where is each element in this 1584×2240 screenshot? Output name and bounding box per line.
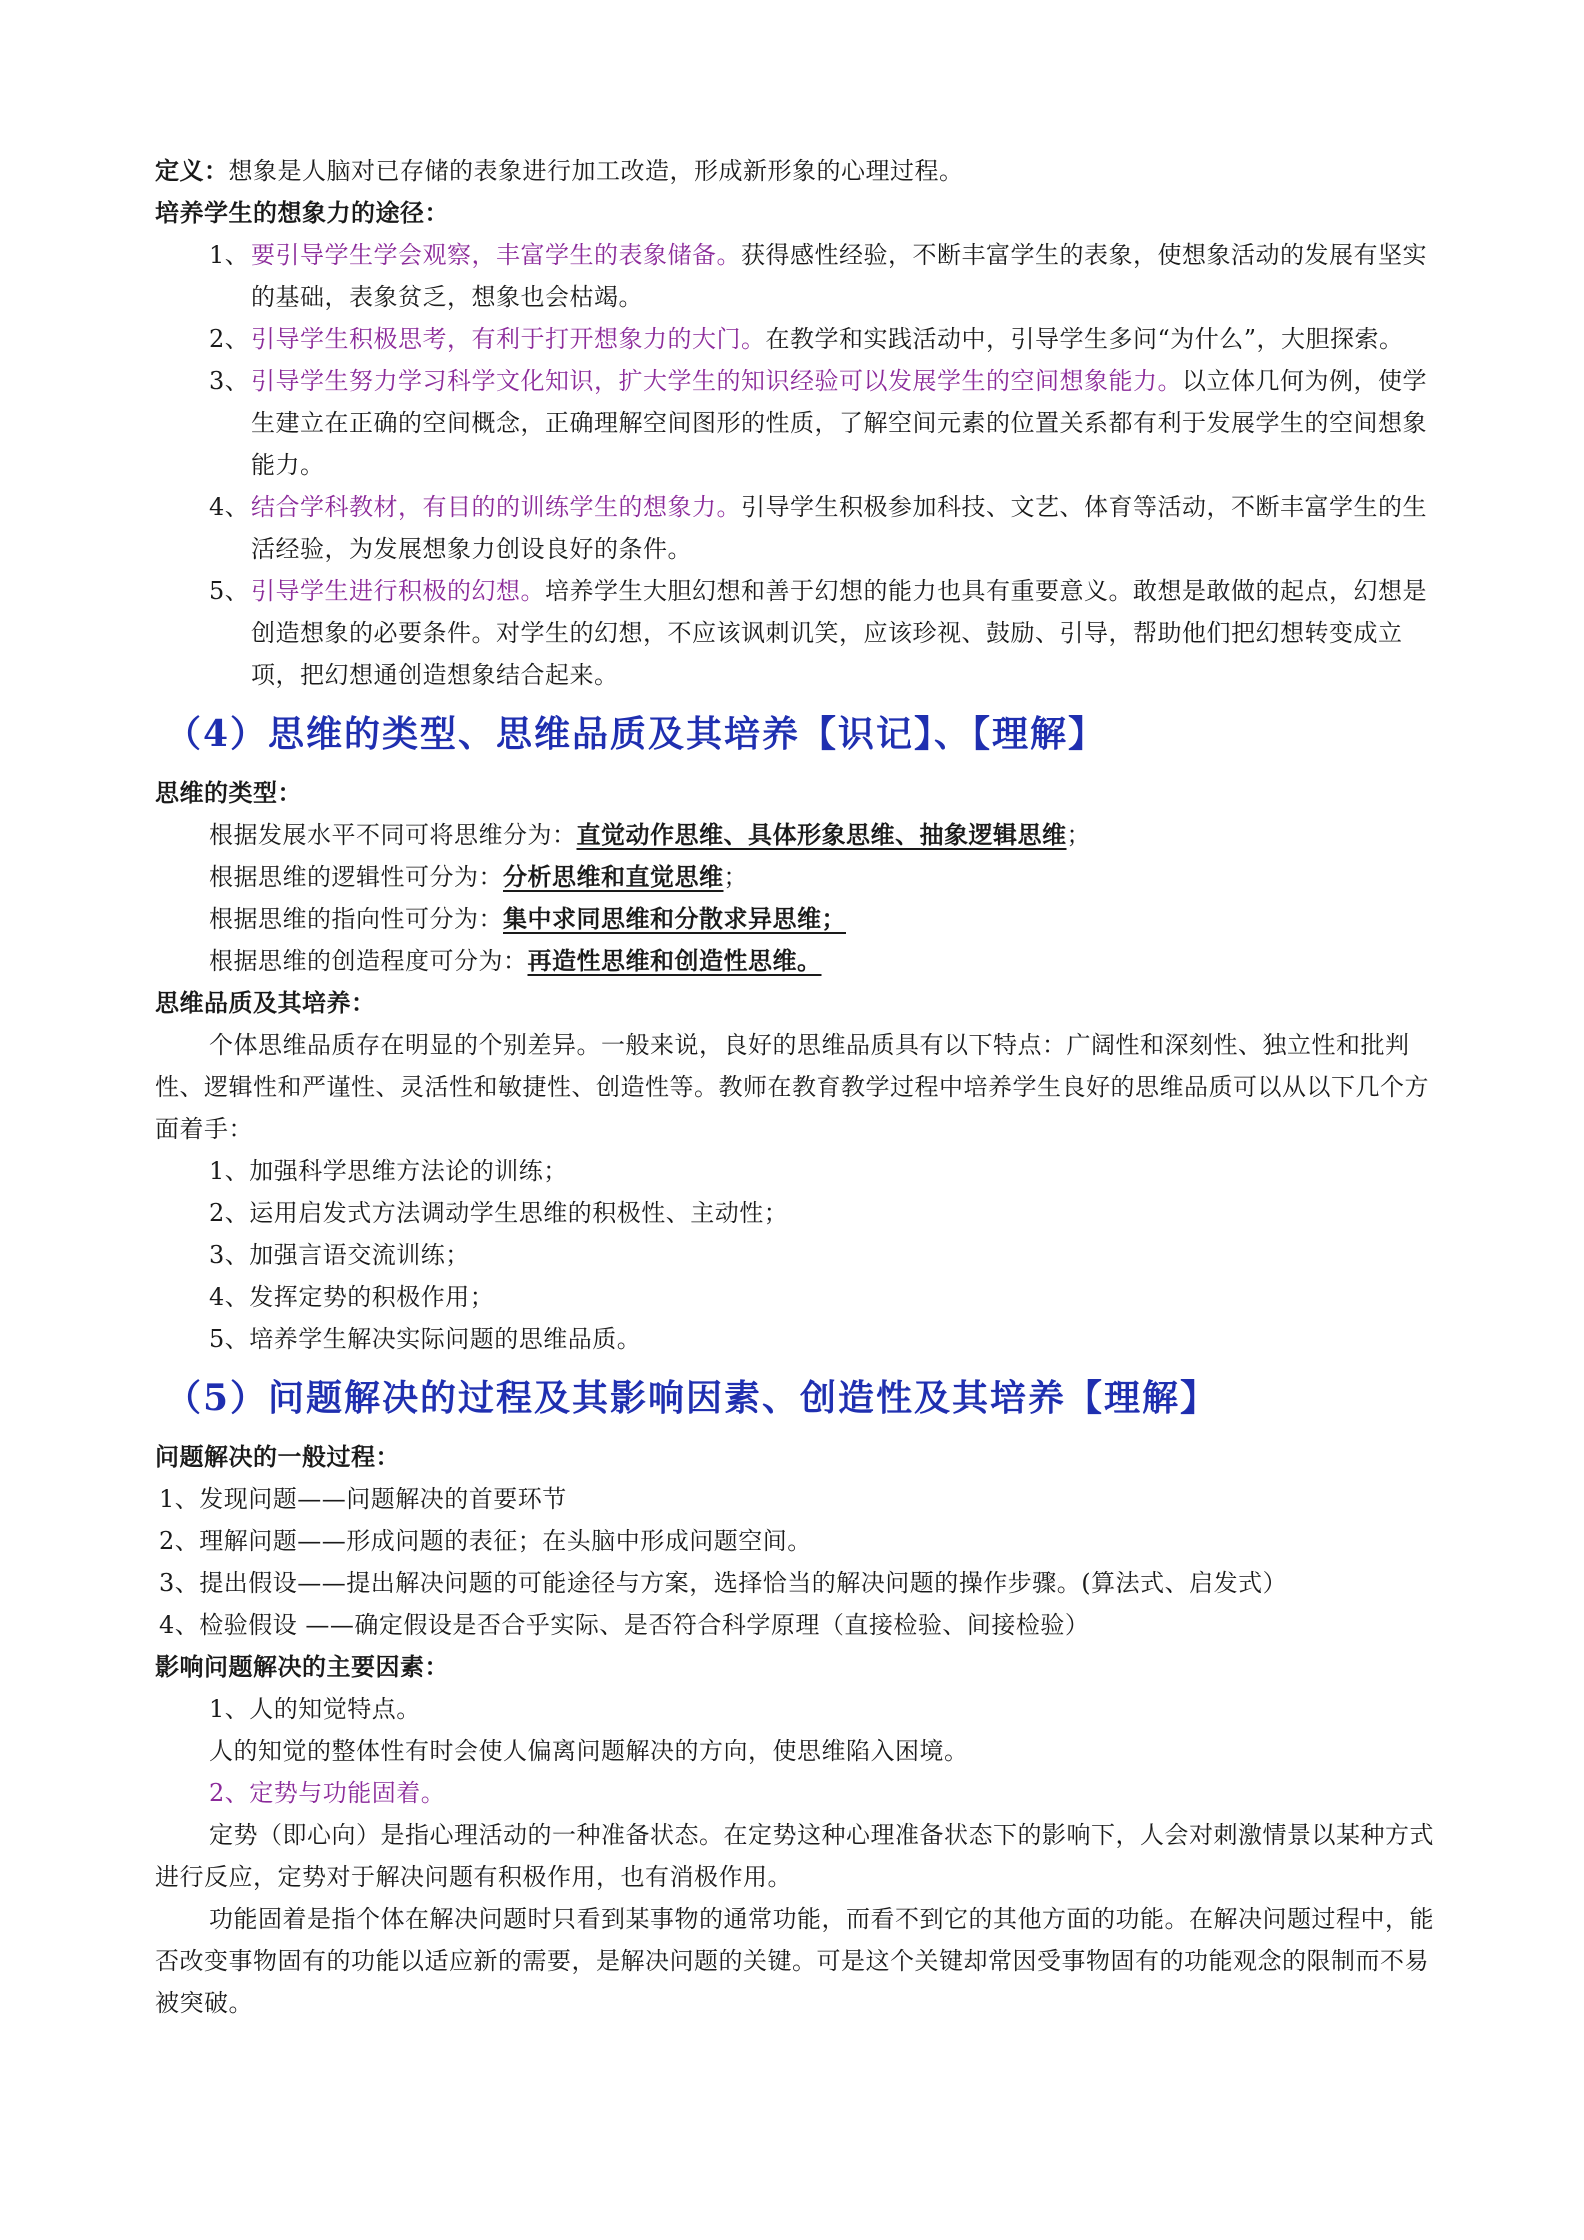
thinking-type-line: 根据思维的指向性可分为：集中求同思维和分散求异思维；	[209, 904, 846, 933]
quality-item: 4、发挥定势的积极作用；	[209, 1283, 495, 1311]
section5-heading: （5）问题解决的过程及其影响因素、创造性及其培养【理解】	[165, 1377, 1219, 1419]
document-page	[155, 150, 1445, 2024]
thinking-type-emphasis: 集中求同思维和分散求异思维；	[503, 904, 846, 933]
thinking-type-emphasis: 直觉动作思维、具体形象思维、抽象逻辑思维	[576, 820, 1067, 849]
imagination-ways-list	[155, 234, 1445, 696]
thinking-type-line: 根据发展水平不同可将思维分为：直觉动作思维、具体形象思维、抽象逻辑思维；	[209, 820, 1091, 849]
list-item: 4、 结合学科教材，有目的的训练学生的想象力。引导学生积极参加科技、文艺、体育等活动，不断丰富学生的生活经验，为发展想象力创设良好的条件。	[209, 493, 1427, 563]
process-step: 1、发现问题——问题解决的首要环节	[159, 1485, 567, 1513]
process-step: 3、提出假设——提出解决问题的可能途径与方案，选择恰当的解决问题的操作步骤。(算法式、启发式）	[159, 1569, 1288, 1597]
factor2-paragraph: 定势（即心向）是指心理活动的一种准备状态。在定势这种心理准备状态下的影响下，人会对刺激情景以某种方式进行反应，定势对于解决问题有积极作用，也有消极作用。	[155, 1821, 1434, 1891]
factor2-paragraph: 功能固着是指个体在解决问题时只看到某事物的通常功能，而看不到它的其他方面的功能。在解决问题过程中，能否改变事物固有的功能以适应新的需要，是解决问题的关键。可是这个关键却常因受事物固有的功能观念的限制而不易被突破。	[155, 1905, 1434, 2017]
item-highlight: 要引导学生学会观察，丰富学生的表象储备。	[251, 241, 741, 269]
item-text: 在教学和实践活动中，引导学生多问“为什么”，大胆探索。	[765, 325, 1404, 353]
definition	[155, 150, 1445, 192]
thinking-type-emphasis: 分析思维和直觉思维	[503, 862, 724, 891]
thinking-types-title: 思维的类型：	[155, 778, 302, 807]
factor1-text: 人的知觉的整体性有时会使人偏离问题解决的方向，使思维陷入困境。	[209, 1737, 969, 1765]
item-text: 培养学生大胆幻想和善于幻想的能力也具有重要意义。敢想是敢做的起点，幻想是创造想象的必要条件。对学生的幻想，不应该讽刺讥笑，应该珍视、鼓励、引导，帮助他们把幻想转变成立项，把幻想通创造想象结合起来。	[251, 577, 1427, 689]
imagination-ways-title: 培养学生的想象力的途径：	[155, 198, 449, 227]
thinking-quality-paragraph: 个体思维品质存在明显的个别差异。一般来说，良好的思维品质具有以下特点：广阔性和深刻性、独立性和批判性、逻辑性和严谨性、灵活性和敏捷性、创造性等。教师在教育教学过程中培养学生良好的思维品质可以从以下几个方面着手：	[155, 1031, 1429, 1143]
definition-label: 定义：	[155, 156, 229, 185]
thinking-type-emphasis: 再造性思维和创造性思维。	[527, 946, 822, 975]
quality-item: 5、培养学生解决实际问题的思维品质。	[209, 1325, 642, 1353]
thinking-type-line: 根据思维的创造程度可分为：再造性思维和创造性思维。	[209, 946, 822, 975]
list-item: 1、 要引导学生学会观察，丰富学生的表象储备。获得感性经验，不断丰富学生的表象，使想象活动的发展有坚实的基础，表象贫乏，想象也会枯竭。	[209, 241, 1427, 311]
item-text: 获得感性经验，不断丰富学生的表象，使想象活动的发展有坚实的基础，表象贫乏，想象也会枯竭。	[251, 241, 1427, 311]
list-item: 3、 引导学生努力学习科学文化知识，扩大学生的知识经验可以发展学生的空间想象能力。以立体几何为例，使学生建立在正确的空间概念，正确理解空间图形的性质，了解空间元素的位置关系都有利于发展学生的空间想象能力。	[209, 367, 1427, 479]
quality-item: 1、加强科学思维方法论的训练；	[209, 1157, 568, 1185]
quality-item: 2、运用启发式方法调动学生思维的积极性、主动性；	[209, 1199, 789, 1227]
thinking-quality-title: 思维品质及其培养：	[155, 988, 376, 1017]
item-text: 引导学生积极参加科技、文艺、体育等活动，不断丰富学生的生活经验，为发展想象力创设良好的条件。	[251, 493, 1427, 563]
item-highlight: 引导学生努力学习科学文化知识，扩大学生的知识经验可以发展学生的空间想象能力。	[251, 367, 1182, 395]
item-highlight: 结合学科教材，有目的的训练学生的想象力。	[251, 493, 741, 521]
process-step: 2、理解问题——形成问题的表征；在头脑中形成问题空间。	[159, 1527, 812, 1555]
process-title: 问题解决的一般过程：	[155, 1442, 400, 1471]
thinking-type-line: 根据思维的逻辑性可分为：分析思维和直觉思维；	[209, 862, 748, 891]
definition-text: 想象是人脑对已存储的表象进行加工改造，形成新形象的心理过程。	[228, 157, 964, 185]
factor1-title: 1、人的知觉特点。	[209, 1695, 421, 1723]
item-highlight: 引导学生积极思考，有利于打开想象力的大门。	[251, 325, 766, 353]
quality-item: 3、加强言语交流训练；	[209, 1241, 470, 1269]
list-item: 2、 引导学生积极思考，有利于打开想象力的大门。在教学和实践活动中，引导学生多问“为什么”，大胆探索。	[209, 325, 1404, 353]
factors-title: 影响问题解决的主要因素：	[155, 1652, 449, 1681]
list-item: 5、 引导学生进行积极的幻想。培养学生大胆幻想和善于幻想的能力也具有重要意义。敢想是敢做的起点，幻想是创造想象的必要条件。对学生的幻想，不应该讽刺讥笑，应该珍视、鼓励、引导，帮助他们把幻想转变成立项，把幻想通创造想象结合起来。	[209, 577, 1427, 689]
process-step: 4、检验假设 ——确定假设是否合乎实际、是否符合科学原理（直接检验、间接检验）	[159, 1611, 1090, 1639]
item-text: 以立体几何为例，使学生建立在正确的空间概念，正确理解空间图形的性质，了解空间元素的位置关系都有利于发展学生的空间想象能力。	[251, 367, 1427, 479]
section4-heading: （4）思维的类型、思维品质及其培养【识记】、【理解】	[165, 713, 1107, 755]
factor2-title: 2、定势与功能固着。	[209, 1779, 446, 1807]
item-highlight: 引导学生进行积极的幻想。	[251, 577, 545, 605]
